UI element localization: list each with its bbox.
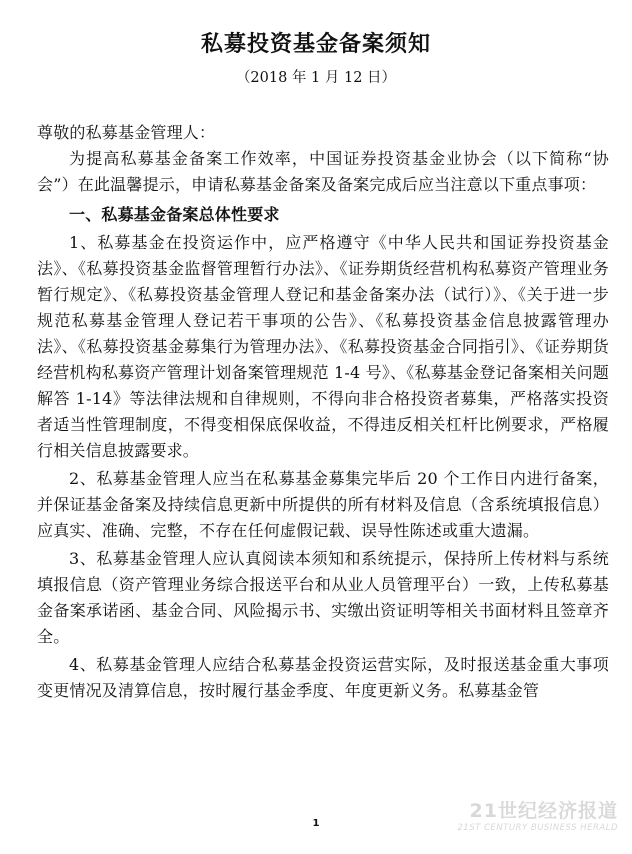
watermark-en: 21ST CENTURY BUSINESS HERALD xyxy=(457,823,618,833)
watermark-logo xyxy=(457,800,618,834)
document-title: 私募投资基金备案须知 xyxy=(200,32,431,57)
watermark-cn: 21世纪经济报道 xyxy=(469,800,618,822)
section-heading: 一、私募基金备案总体性要求 xyxy=(69,205,280,224)
salutation: 尊敬的私募基金管理人： xyxy=(37,123,216,142)
paragraph-3: 3、私募基金管理人应认真阅读本须知和系统提示，保持所上传材料与系统填报信息（资产管理业务综合报送平台和从业人员管理平台）一致，上传私募基金备案承诺函、基金合同、风险揭示书、实缴出资证明等相关书面材料且签章齐全。 xyxy=(37,549,609,646)
paragraph-4: 4、私募基金管理人应结合私募基金投资运营实际，及时报送基金重大事项变更情况及清算信息，按时履行基金季度、年度更新义务。私募基金管 xyxy=(37,655,609,700)
intro-paragraph: 为提高私募基金备案工作效率，中国证券投资基金业协会（以下简称“协会”）在此温馨提示，申请私募基金备案及备案完成后应当注意以下重点事项： xyxy=(37,149,609,194)
paragraph-2: 2、私募基金管理人应当在私募基金募集完毕后 20 个工作日内进行备案，并保证基金备案及持续信息更新中所提供的所有材料及信息（含系统填报信息）应真实、准确、完整，不存在任何虚假记载、误导性陈述或重大遗漏。 xyxy=(37,469,609,540)
paragraph-1: 1、私募基金在投资运作中，应严格遵守《中华人民共和国证券投资基金法》、《私募投资基金监督管理暂行办法》、《证券期货经营机构私募资产管理业务暂行规定》、《私募投资基金管理人登记和基金备案办法（试行）》、《关于进一步规范私募基金管理人登记若干事项的公告》、《私募投资基金信息披露管理办法》、《私募投资基金募集行为管理办法》、《私募投资基金合同指引》、《证券期货经营机构私募资产管理计划备案管理规范 1-4 号》、《私募基金登记备案相关问题解答 1-14》等法律法规和自律规则，不得向非合格投资者募集，严格落实投资者适当性管理制度，不得变相保底保收益，不得违反相关杠杆比例要求，严格履行相关信息披露要求。 xyxy=(37,233,609,460)
page-number: 1 xyxy=(312,818,320,829)
document-date: （2018 年 1 月 12 日） xyxy=(235,70,397,86)
document-body xyxy=(37,120,609,704)
